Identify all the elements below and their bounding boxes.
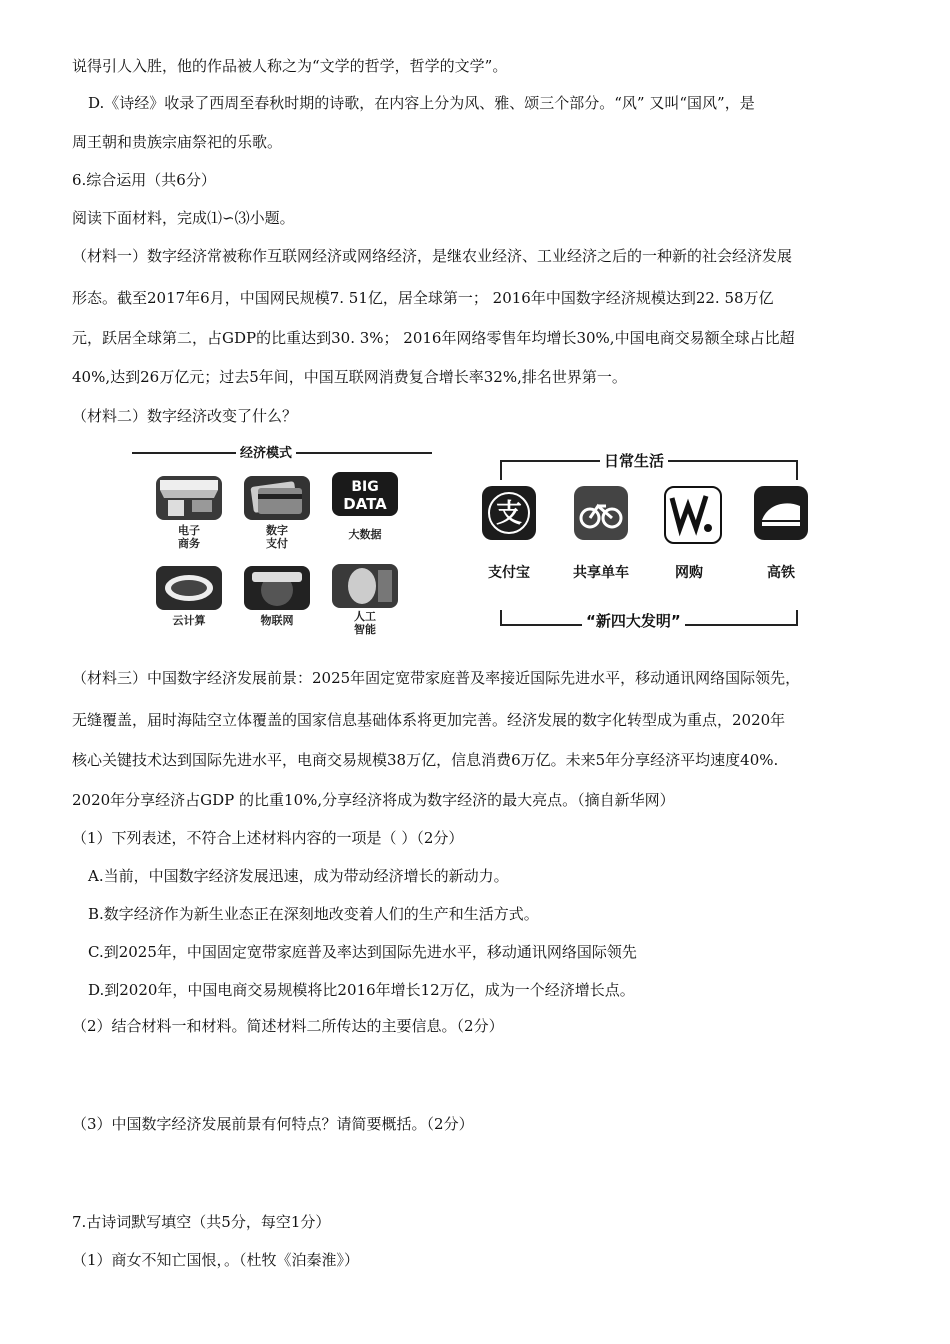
daily-life-figure xyxy=(478,448,820,640)
option-d-line: D.《诗经》收录了西周至春秋时期的诗歌，在内容上分为风、雅、颂三个部分。“风” 又叫“国风”，是 xyxy=(88,94,755,112)
option-a: A.当前，中国数字经济发展迅速，成为带动经济增长的新动力。 xyxy=(88,867,509,885)
sub-question-1: （1）下列表述，不符合上述材料内容的一项是（ ）（2分） xyxy=(72,829,464,847)
question-6-heading: 6.综合运用（共6分） xyxy=(72,171,216,189)
material-3-line: 核心关键技术达到国际先进水平，电商交易规模38万亿，信息消费6万亿。未来5年分享经济平均速度40%. xyxy=(72,751,779,769)
app-label: 支付宝 xyxy=(488,565,530,581)
option-d: D.到2020年，中国电商交易规模将比2016年增长12万亿，成为一个经济增长点。 xyxy=(88,981,635,999)
sub-question-2: （2）结合材料一和材料。简述材料二所传达的主要信息。（2分） xyxy=(72,1017,504,1035)
economy-models-figure xyxy=(132,442,432,642)
bracket-right-top xyxy=(796,460,798,480)
bicycle-icon xyxy=(574,486,628,540)
shopping-w-icon xyxy=(664,486,722,544)
text-line: 说得引人入胜，他的作品被人称之为“文学的哲学，哲学的文学”。 xyxy=(72,57,508,75)
iot-icon xyxy=(244,566,310,610)
app-label: 网购 xyxy=(675,565,703,581)
card-icon xyxy=(244,476,310,520)
material-1-line: 40%,达到26万亿元；过去5年间，中国互联网消费复合增长率32%,排名世界第一。 xyxy=(72,368,627,386)
material-1-line: 元，跃居全球第二，占GDP的比重达到30. 3%； 2016年网络零售年均增长30%,中国电商交易额全球占比超 xyxy=(72,329,795,347)
tile-label: 物联网 xyxy=(260,614,294,627)
material-1-line: 形态。截至2017年6月，中国网民规模7. 51亿，居全球第一； 2016年中国数字经济规模达到22. 58万亿 xyxy=(72,289,774,307)
question-7-item-1: （1）商女不知亡国恨，。（杜牧《泊秦淮》） xyxy=(72,1251,360,1269)
app-label: 共享单车 xyxy=(573,565,629,581)
option-b: B.数字经济作为新生业态正在深刻地改变着人们的生产和生活方式。 xyxy=(88,905,539,923)
figure-title: 经济模式 xyxy=(236,442,296,461)
tile-label: 人工 智能 xyxy=(354,610,376,636)
tile-label: 数字 支付 xyxy=(266,524,288,550)
tile-label: 电子 商务 xyxy=(178,524,200,550)
tile-label: 云计算 xyxy=(172,614,206,627)
material-2-line: （材料二）数字经济改变了什么？ xyxy=(72,407,298,425)
shop-icon xyxy=(156,476,222,520)
material-1-line: （材料一）数字经济常被称作互联网经济或网络经济，是继农业经济、工业经济之后的一种新的社会经济发展 xyxy=(72,247,793,265)
big-data-icon xyxy=(332,472,398,516)
tile-label: 大数据 xyxy=(348,528,382,541)
cloud-icon xyxy=(156,566,222,610)
material-3-line: （材料三）中国数字经济发展前景：2025年固定宽带家庭普及率接近国际先进水平，移动通讯网络国际领先， xyxy=(72,669,801,687)
instruction-line: 阅读下面材料，完成⑴∽⑶小题。 xyxy=(72,209,295,227)
material-3-line: 无缝覆盖，届时海陆空立体覆盖的国家信息基础体系将更加完善。经济发展的数字化转型成为重点，2020年 xyxy=(72,711,786,729)
text-line: 周王朝和贵族宗庙祭祀的乐歌。 xyxy=(72,133,283,151)
ai-face-icon xyxy=(332,564,398,608)
high-speed-train-icon xyxy=(754,486,808,540)
svg-text:DATA: DATA xyxy=(343,495,387,513)
figure-title: 日常生活 xyxy=(600,450,668,471)
bracket-left-top xyxy=(500,460,502,480)
question-7-heading: 7.古诗词默写填空（共5分，每空1分） xyxy=(72,1213,331,1231)
svg-text:支: 支 xyxy=(495,499,523,529)
figure-footer: “新四大发明” xyxy=(582,610,685,631)
app-label: 高铁 xyxy=(767,565,795,581)
option-c: C.到2025年，中国固定宽带家庭普及率达到国际先进水平，移动通讯网络国际领先 xyxy=(88,943,637,961)
material-3-line: 2020年分享经济占GDP 的比重10%,分享经济将成为数字经济的最大亮点。（摘自新华网） xyxy=(72,791,675,809)
bracket-right-bottom xyxy=(796,610,798,626)
svg-text:BIG: BIG xyxy=(351,479,379,495)
alipay-icon xyxy=(482,486,536,540)
sub-question-3: （3）中国数字经济发展前景有何特点？请简要概括。（2分） xyxy=(72,1115,474,1133)
